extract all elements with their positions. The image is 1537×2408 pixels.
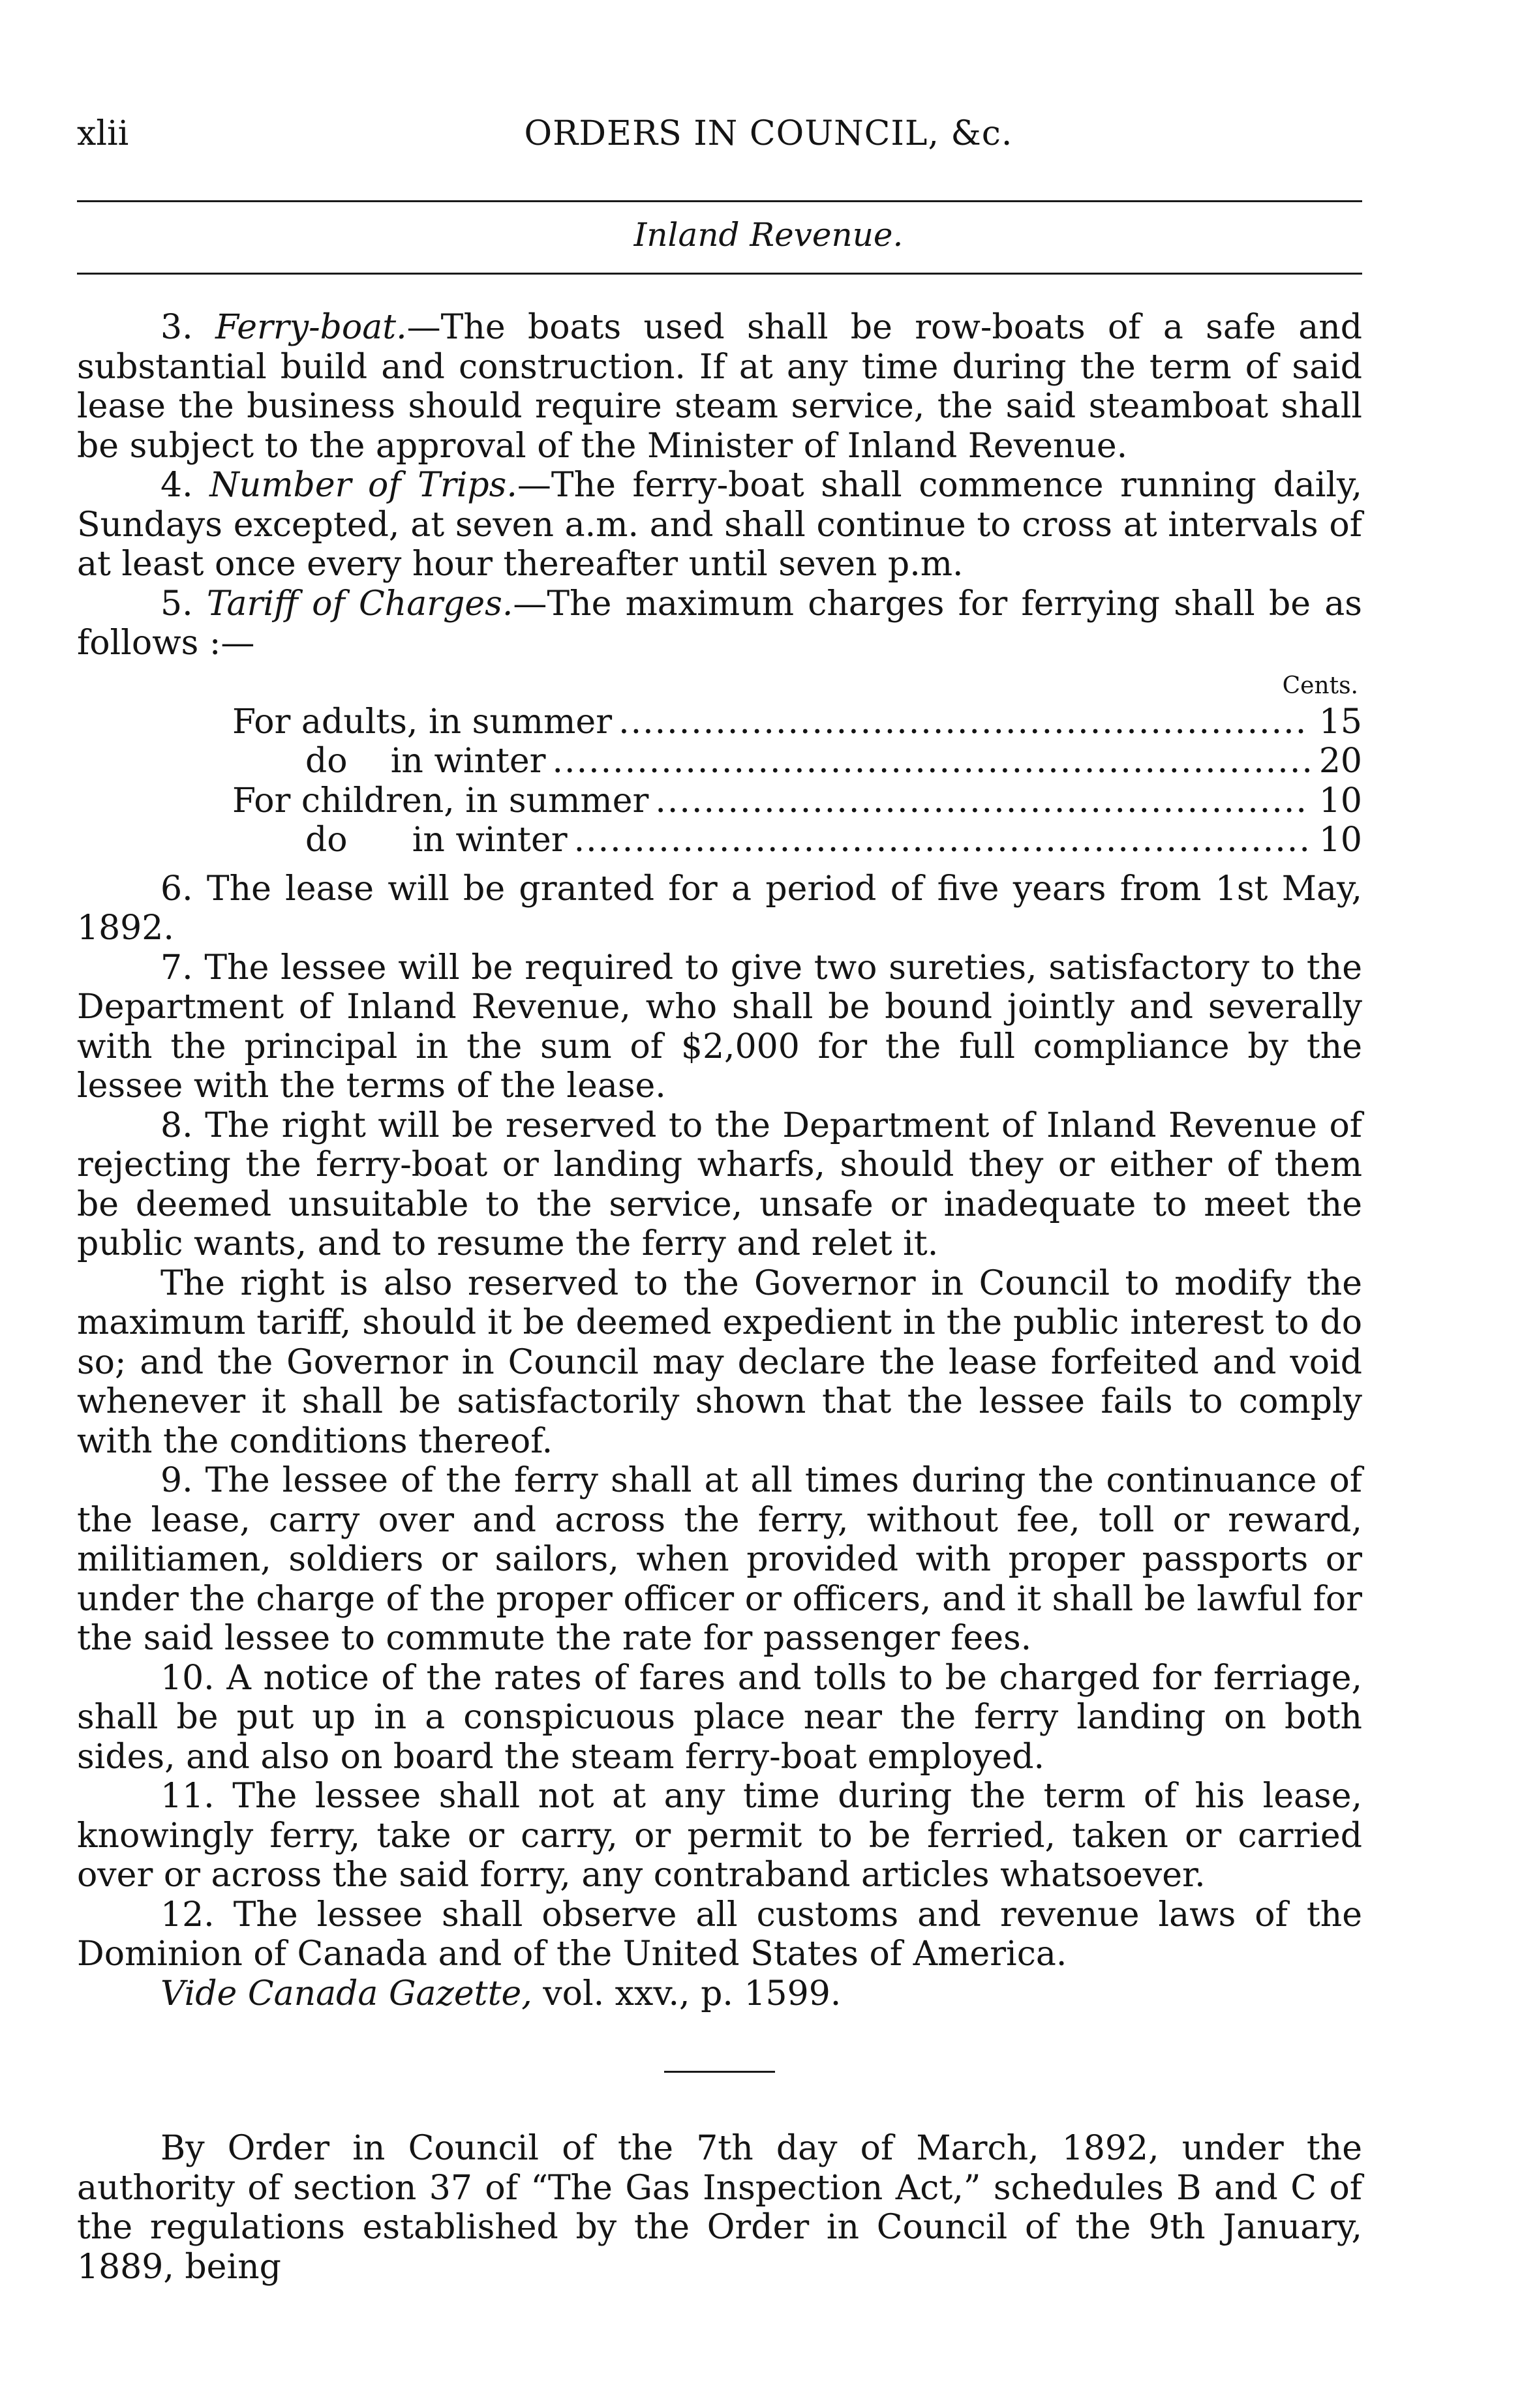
header-rule-top xyxy=(77,200,1362,202)
gazette-citation xyxy=(77,1974,1362,2014)
body-text xyxy=(77,308,1362,2287)
tariff-label: do in winter xyxy=(305,820,568,860)
clause-8-continued: The right is also reserved to the Governor in Council to modify the maximum tariff, should it be deemed expedient in the public interest to do so; and the Governor in Council may declare the lease forfeited and void whenever it shall be satisfactorily shown that the lessee fails to comply with the conditions thereof. xyxy=(77,1263,1362,1461)
tariff-row xyxy=(77,742,1362,781)
clause-7: 7. The lessee will be required to give two sureties, satisfactory to the Department of Inland Revenue, who shall be bound jointly and severally with the principal in the sum of $2,000 for the full compliance by the lessee with the terms of the lease. xyxy=(77,948,1362,1106)
page-number: xlii xyxy=(77,114,129,153)
clause-12: 12. The lessee shall observe all customs and revenue laws of the Dominion of Canada and of the United States of America. xyxy=(77,1895,1362,1974)
tariff-row xyxy=(77,702,1362,742)
clause-text: —The ferry-boat shall commence running daily, Sundays excepted, at seven a.m. and shall continue to cross at intervals of at least once every hour thereafter until seven p.m. xyxy=(77,466,1362,584)
section-divider xyxy=(664,2071,775,2073)
closing-paragraph: By Order in Council of the 7th day of March, 1892, under the authority of section 37 of “The Gas Inspection Act,” schedules B and C of the regulations established by the Order in Council of the 9th January, 1889, being xyxy=(77,2129,1362,2287)
leader-dots xyxy=(655,781,1310,821)
clause-title: Number of Trips. xyxy=(209,466,517,505)
tariff-row xyxy=(77,781,1362,821)
tariff-table xyxy=(77,670,1362,860)
clause-9: 9. The lessee of the ferry shall at all times during the continuance of the lease, carry over and across the ferry, without fee, toll or reward, militiamen, soldiers or sailors, when provided with proper passports or under the charge of the proper officer or officers, and it shall be lawful for the said lessee to commute the rate for passenger fees. xyxy=(77,1461,1362,1658)
clause-number: 4. xyxy=(160,466,193,505)
clause-number: 5. xyxy=(160,584,193,624)
tariff-label: For children, in summer xyxy=(232,781,649,820)
clause-10: 10. A notice of the rates of fares and tolls to be charged for ferriage, shall be put up in a conspicuous place near the ferry landing on both sides, and also on board the steam ferry-boat employed. xyxy=(77,1658,1362,1777)
gazette-reference: vol. xxv., p. 1599. xyxy=(532,1974,842,2013)
section-title: Inland Revenue. xyxy=(633,216,904,254)
tariff-unit-header: Cents. xyxy=(1282,672,1358,699)
leader-dots xyxy=(618,702,1310,742)
clause-11: 11. The lessee shall not at any time during the term of his lease, knowingly ferry, take or carry, or permit to be ferried, taken or carried over or across the said forry, any contraband articles whatsoever. xyxy=(77,1777,1362,1895)
tariff-label: For adults, in summer xyxy=(232,702,613,742)
clause-8: 8. The right will be reserved to the Department of Inland Revenue of rejecting the ferry-boat or landing wharfs, should they or either of them be deemed unsuitable to the service, unsafe or inadequate to meet the public wants, and to resume the ferry and relet it. xyxy=(77,1106,1362,1263)
leader-dots xyxy=(574,820,1310,860)
clause-3 xyxy=(77,308,1362,466)
clause-6: 6. The lease will be granted for a period of five years from 1st May, 1892. xyxy=(77,869,1362,948)
tariff-row xyxy=(77,820,1362,860)
tariff-value: 15 xyxy=(1318,702,1362,742)
header-rule-bottom xyxy=(77,273,1362,275)
clause-title: Ferry-boat. xyxy=(215,308,407,347)
clause-5 xyxy=(77,584,1362,663)
running-title: ORDERS IN COUNCIL, &c. xyxy=(524,114,1013,153)
clause-4 xyxy=(77,466,1362,584)
clause-text: —The boats used shall be row-boats of a safe and substantial build and construction. If at any time during the term of said lease the business should require steam service, the said steamboat shall be subject to the approval of the Minister of Inland Revenue. xyxy=(77,308,1363,466)
tariff-value: 10 xyxy=(1318,781,1362,820)
tariff-value: 10 xyxy=(1318,820,1362,860)
gazette-title: Vide Canada Gazette, xyxy=(160,1974,532,2013)
tariff-value: 20 xyxy=(1318,742,1362,781)
clause-number: 3. xyxy=(160,308,193,347)
clause-text: —The maximum charges for ferrying shall be as follows :— xyxy=(77,584,1362,663)
leader-dots xyxy=(553,742,1310,781)
tariff-label: do in winter xyxy=(305,742,546,781)
clause-title: Tariff of Charges. xyxy=(206,584,513,624)
